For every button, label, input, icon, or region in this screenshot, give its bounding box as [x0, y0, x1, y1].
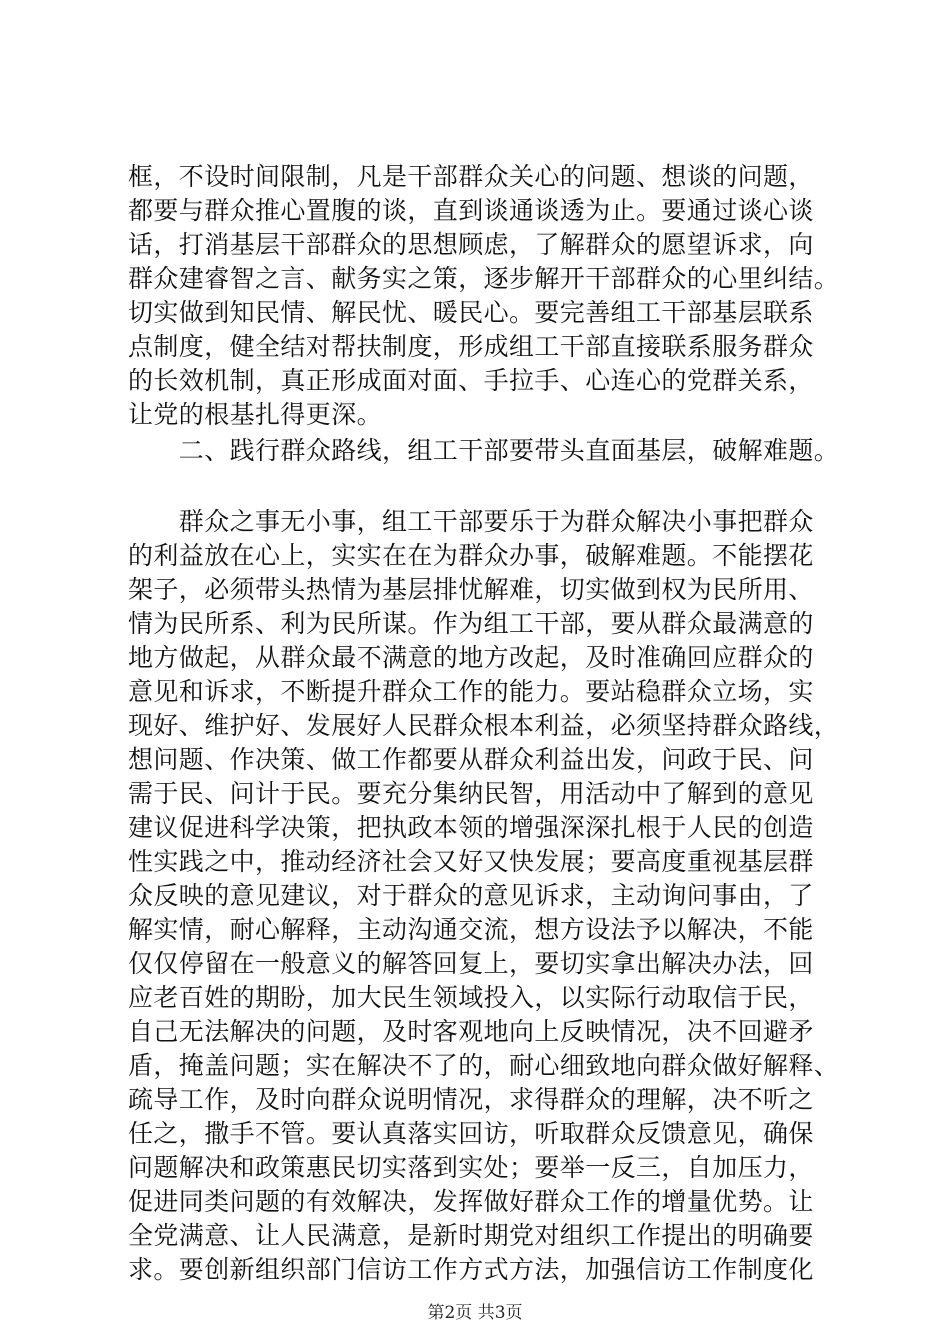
body-text-line: 架子，必须带头热情为基层排忧解难，切实做到权为民所用、: [128, 575, 814, 604]
body-text-line: 切实做到知民情、解民忧、暖民心。要完善组工干部基层联系: [128, 298, 814, 327]
body-text-line: 的长效机制，真正形成面对面、手拉手、心连心的党群关系，: [128, 366, 814, 395]
body-text-line: 群众建睿智之言、献务实之策，逐步解开干部群众的心里纠结。: [128, 264, 840, 293]
body-text-line: 解实情，耐心解释，主动沟通交流，想方设法予以解决，不能: [128, 915, 814, 944]
body-text-line: 点制度，健全结对帮扶制度，形成组工干部直接联系服务群众: [128, 332, 814, 361]
body-text-line: 情为民所系、利为民所谋。作为组工干部，要从群众最满意的: [128, 609, 814, 638]
body-text-line: 性实践之中，推动经济社会又好又快发展；要高度重视基层群: [128, 847, 814, 876]
body-text-line: 任之，撒手不管。要认真落实回访，听取群众反馈意见，确保: [128, 1119, 814, 1148]
body-text-line: 众反映的意见建议，对于群众的意见诉求，主动询问事由，了: [128, 881, 814, 910]
body-text-line: 建议促进科学决策，把执政本领的增强深深扎根于人民的创造: [128, 813, 814, 842]
body-text-line: 全党满意、让人民满意，是新时期党对组织工作提出的明确要: [128, 1221, 814, 1250]
body-text-line: 让党的根基扎得更深。: [128, 400, 383, 429]
page-number-footer: 第2页 共3页: [427, 1303, 523, 1323]
body-text-line: 应老百姓的期盼，加大民生领域投入，以实际行动取信于民，: [128, 983, 814, 1012]
body-text-line: 地方做起，从群众最不满意的地方改起，及时准确回应群众的: [128, 643, 814, 672]
body-text-line: 仅仅停留在一般意义的解答回复上，要切实拿出解决办法，回: [128, 949, 814, 978]
body-text-line: 想问题、作决策、做工作都要从群众利益出发，问政于民、问: [128, 745, 814, 774]
body-text-line: 需于民、问计于民。要充分集纳民智，用活动中了解到的意见: [128, 779, 814, 808]
body-text-line: 话，打消基层干部群众的思想顾虑，了解群众的愿望诉求，向: [128, 230, 814, 259]
section-heading: 二、践行群众路线，组工干部要带头直面基层，破解难题。: [128, 436, 840, 465]
body-text-line: 盾，掩盖问题；实在解决不了的，耐心细致地向群众做好解释、: [128, 1051, 840, 1080]
body-text-line: 问题解决和政策惠民切实落到实处；要举一反三，自加压力，: [128, 1153, 814, 1182]
body-text-line: 意见和诉求，不断提升群众工作的能力。要站稳群众立场，实: [128, 677, 814, 706]
body-text-line: 群众之事无小事，组工干部要乐于为群众解决小事把群众: [128, 507, 814, 536]
body-text-line: 疏导工作，及时向群众说明情况，求得群众的理解，决不听之: [128, 1085, 814, 1114]
body-text-line: 促进同类问题的有效解决，发挥做好群众工作的增量优势。让: [128, 1187, 814, 1216]
body-text-line: 都要与群众推心置腹的谈，直到谈通谈透为止。要通过谈心谈: [128, 196, 814, 225]
body-text-line: 自己无法解决的问题，及时客观地向上反映情况，决不回避矛: [128, 1017, 814, 1046]
body-text-line: 框，不设时间限制，凡是干部群众关心的问题、想谈的问题，: [128, 162, 814, 191]
body-text-line: 现好、维护好、发展好人民群众根本利益，必须坚持群众路线，: [128, 711, 840, 740]
body-text-line: 的利益放在心上，实实在在为群众办事，破解难题。不能摆花: [128, 541, 814, 570]
body-text-line: 求。要创新组织部门信访工作方式方法，加强信访工作制度化: [128, 1255, 814, 1284]
